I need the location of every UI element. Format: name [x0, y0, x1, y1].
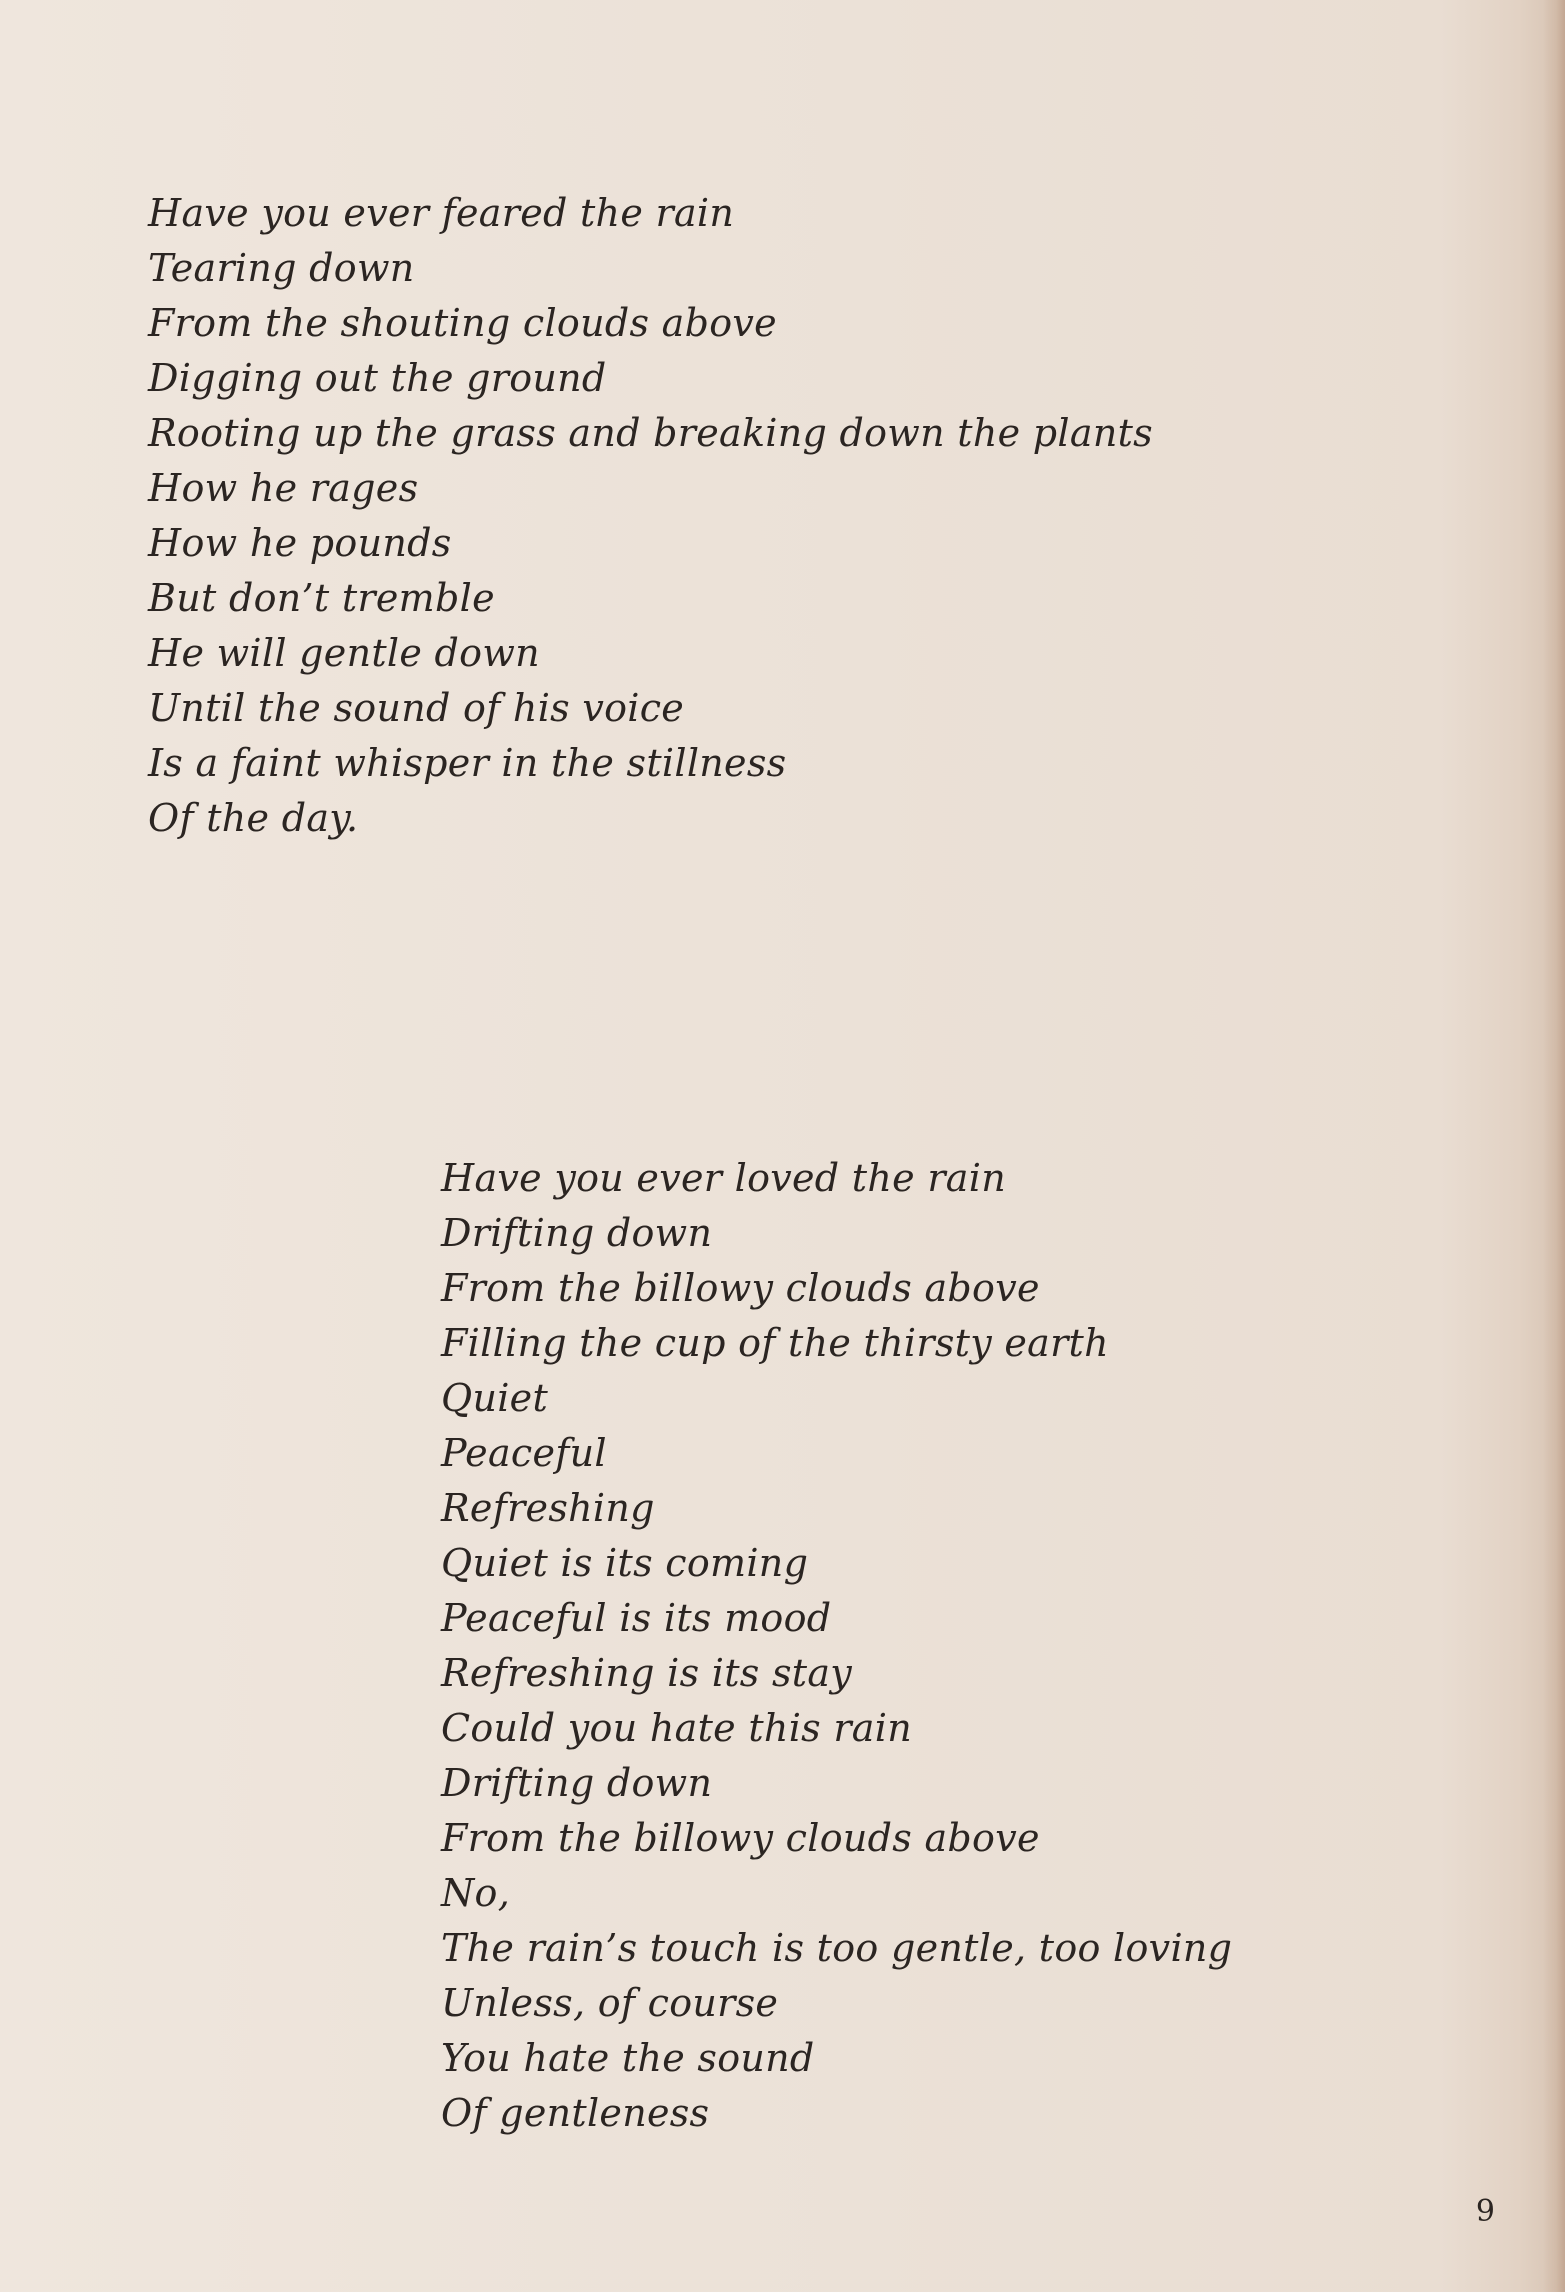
poem-line: Have you ever loved the rain [441, 1156, 1006, 1200]
poem-loved-rain [441, 1151, 1232, 2141]
poem-line: But don’t tremble [148, 576, 495, 620]
poem-line: How he rages [148, 466, 419, 510]
poem-line: Of gentleness [441, 2091, 710, 2135]
poem-line: Rooting up the grass and breaking down the plants [148, 411, 1153, 455]
page-number: 9 [1475, 2194, 1495, 2229]
poem-line: Peaceful is its mood [441, 1596, 832, 1640]
poem-line: From the billowy clouds above [441, 1816, 1040, 1860]
poem-line: How he pounds [148, 521, 452, 565]
poem-line: Until the sound of his voice [148, 686, 685, 730]
poem-line: Drifting down [441, 1761, 713, 1805]
poem-line: You hate the sound [441, 2036, 815, 2080]
poem-line: The rain’s touch is too gentle, too loving [441, 1926, 1233, 1970]
poem-line: Could you hate this rain [441, 1706, 912, 1750]
poem-line: Unless, of course [441, 1981, 779, 2025]
poem-line: No, [441, 1871, 511, 1915]
poem-line: Quiet is its coming [441, 1541, 809, 1585]
poem-line: Digging out the ground [148, 356, 607, 400]
poem-line: Peaceful [441, 1431, 607, 1475]
poem-line: Tearing down [148, 246, 415, 290]
poem-line: He will gentle down [148, 631, 540, 675]
poem-line: Quiet [441, 1376, 549, 1420]
poem-line: Refreshing [441, 1486, 655, 1530]
page-edge-shadow [1543, 0, 1565, 2292]
poem-line: Have you ever feared the rain [148, 191, 735, 235]
poem-line: Of the day. [148, 796, 359, 840]
poem-line: Refreshing is its stay [441, 1651, 853, 1695]
poem-line: From the billowy clouds above [441, 1266, 1040, 1310]
poem-line: Drifting down [441, 1211, 713, 1255]
poem-feared-rain [148, 186, 1153, 846]
poem-line: From the shouting clouds above [148, 301, 777, 345]
poem-line: Is a faint whisper in the stillness [148, 741, 787, 785]
poem-line: Filling the cup of the thirsty earth [441, 1321, 1109, 1365]
